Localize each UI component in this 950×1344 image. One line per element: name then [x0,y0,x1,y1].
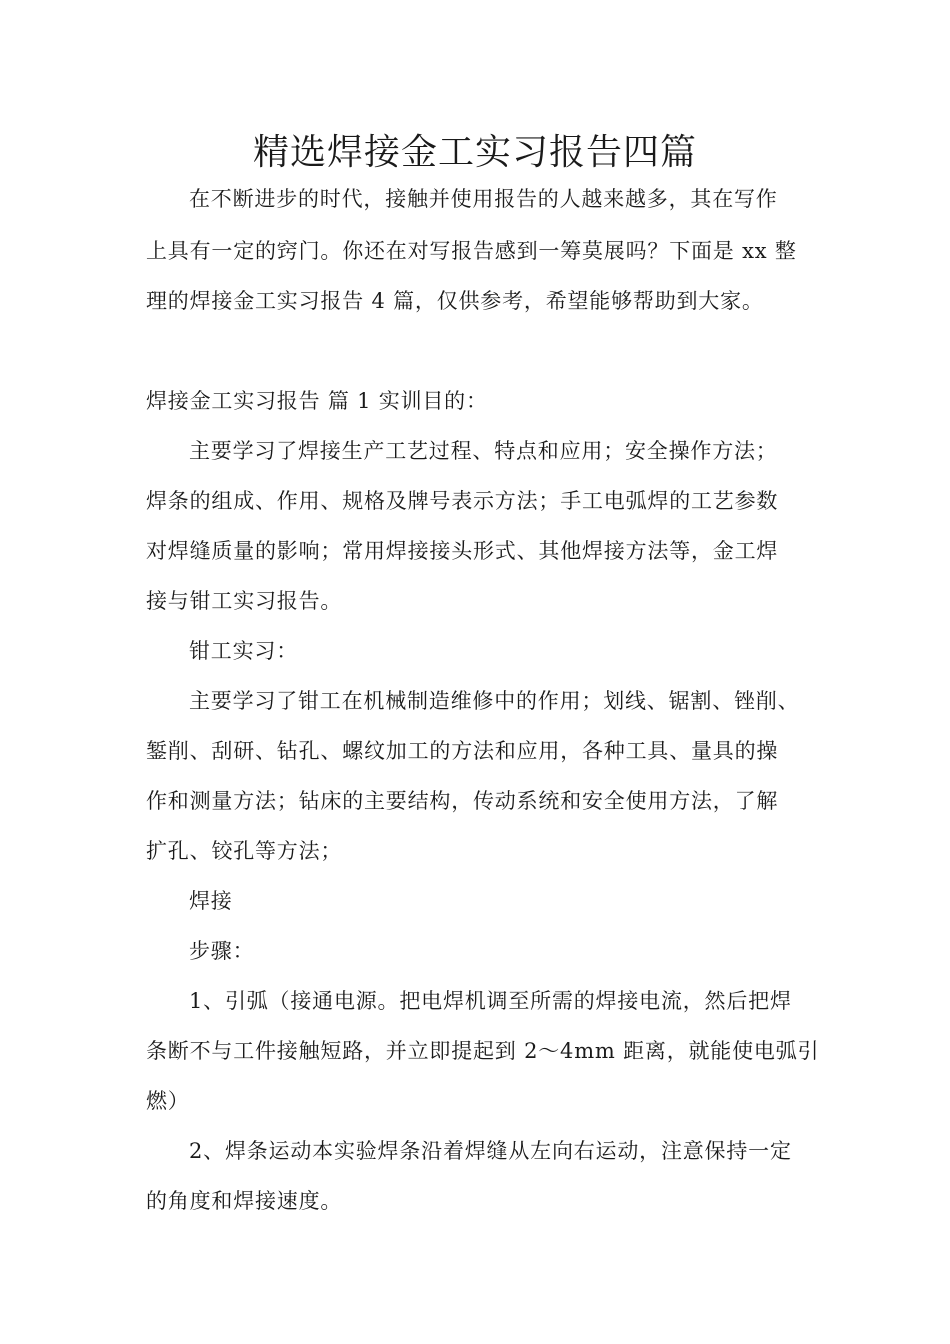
paragraph-line: 1、引弧（接通电源。把电焊机调至所需的焊接电流，然后把焊 [189,989,792,1013]
paragraph-line: 条断不与工件接触短路，并立即提起到 2～4mm 距离，就能使电弧引 [146,1039,820,1063]
paragraph-line: 理的焊接金工实习报告 4 篇，仅供参考，希望能够帮助到大家。 [146,289,764,313]
paragraph-line: 作和测量方法；钻床的主要结构，传动系统和安全使用方法，了解 [146,789,779,813]
paragraph-line: 接与钳工实习报告。 [146,589,343,613]
paragraph-line: 焊条的组成、作用、规格及牌号表示方法；手工电弧焊的工艺参数 [146,489,779,513]
subheading: 步骤： [189,939,255,963]
paragraph-line: 主要学习了焊接生产工艺过程、特点和应用；安全操作方法； [189,439,778,463]
subheading: 焊接 [189,889,233,913]
paragraph-line: 扩孔、铰孔等方法； [146,839,343,863]
document-title: 精选焊接金工实习报告四篇 [252,132,697,173]
paragraph-line: 燃） [146,1089,190,1113]
paragraph-line: 的角度和焊接速度。 [146,1189,343,1213]
paragraph-line: 对焊缝质量的影响；常用焊接接头形式、其他焊接方法等，金工焊 [146,539,779,563]
paragraph-line: 主要学习了钳工在机械制造维修中的作用；划线、锯割、锉削、 [189,689,800,713]
paragraph-line: 上具有一定的窍门。你还在对写报告感到一筹莫展吗？下面是 xx 整 [146,239,797,263]
paragraph-line: 2、焊条运动本实验焊条沿着焊缝从左向右运动，注意保持一定 [189,1139,792,1163]
subheading: 钳工实习： [189,639,298,663]
paragraph-line: 錾削、刮研、钻孔、螺纹加工的方法和应用，各种工具、量具的操 [146,739,779,763]
paragraph-line: 在不断进步的时代，接触并使用报告的人越来越多，其在写作 [189,187,778,211]
section-heading: 焊接金工实习报告 篇 1 实训目的： [146,389,488,413]
